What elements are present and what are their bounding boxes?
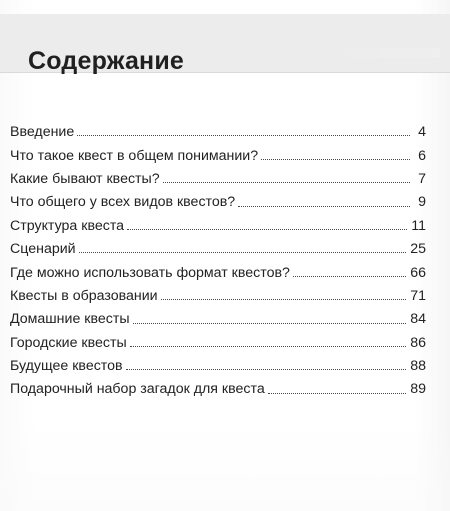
toc-entry-page-number: 86 [410,334,426,351]
dot-leader [261,158,410,160]
dot-leader [79,251,407,253]
toc-entry-page-number: 25 [410,241,426,258]
dot-leader [238,205,410,207]
toc-entry-page-number: 84 [410,311,426,328]
toc-entry-page-number: 6 [418,147,426,164]
toc-entry-title: Что такое квест в общем понимании? [10,147,259,164]
page-title: Содержание [28,47,185,75]
toc-entry-title: Введение [10,124,75,141]
toc-entry [10,256,426,279]
dot-leader [126,368,407,370]
toc-entry-page-number: 66 [410,264,426,281]
toc-entry-page-number: 9 [418,194,426,211]
toc-entry-title: Будущее квестов [10,358,123,375]
toc-entry-page-number: 11 [411,217,426,234]
toc-entry-title: Какие бывают квесты? [10,170,160,187]
toc-entry-page-number: 71 [410,287,426,304]
toc-entry [10,233,426,256]
toc-entry [10,373,426,396]
toc-entry-page-number: 4 [418,124,426,141]
dot-leader [163,181,410,183]
toc-entry-title: Что общего у всех видов квестов? [10,194,236,211]
toc-entry-title: Сценарий [10,241,76,258]
dot-leader [293,275,406,277]
toc-entry-title: Квесты в образовании [10,287,158,304]
dot-leader [130,345,407,347]
page-bottom-shade [0,421,450,511]
toc-entry-title: Структура квеста [10,217,125,234]
toc-entry-page-number: 89 [410,381,426,398]
dot-leader [268,392,406,394]
toc-entry [10,327,426,350]
dot-leader [77,134,410,136]
toc-entry-page-number: 7 [418,170,426,187]
toc-entry [10,186,426,209]
toc-entry [10,303,426,326]
toc-entry-title: Где можно использовать формат квестов? [10,264,290,281]
header-bar [0,14,450,73]
toc-entry-title: Домашние квесты [10,311,130,328]
toc-entry [10,350,426,373]
toc-entry [10,163,426,186]
toc-entry-title: Подарочный набор загадок для квеста [10,381,265,398]
toc-entry-page-number: 88 [410,358,426,375]
toc-entry-title: Городские квесты [10,334,127,351]
toc-entry [10,139,426,162]
toc-entry [10,210,426,233]
dot-leader [127,228,407,230]
toc-entry [10,116,426,139]
table-of-contents [10,116,426,397]
toc-entry [10,280,426,303]
dot-leader [133,322,407,324]
dot-leader [161,298,407,300]
